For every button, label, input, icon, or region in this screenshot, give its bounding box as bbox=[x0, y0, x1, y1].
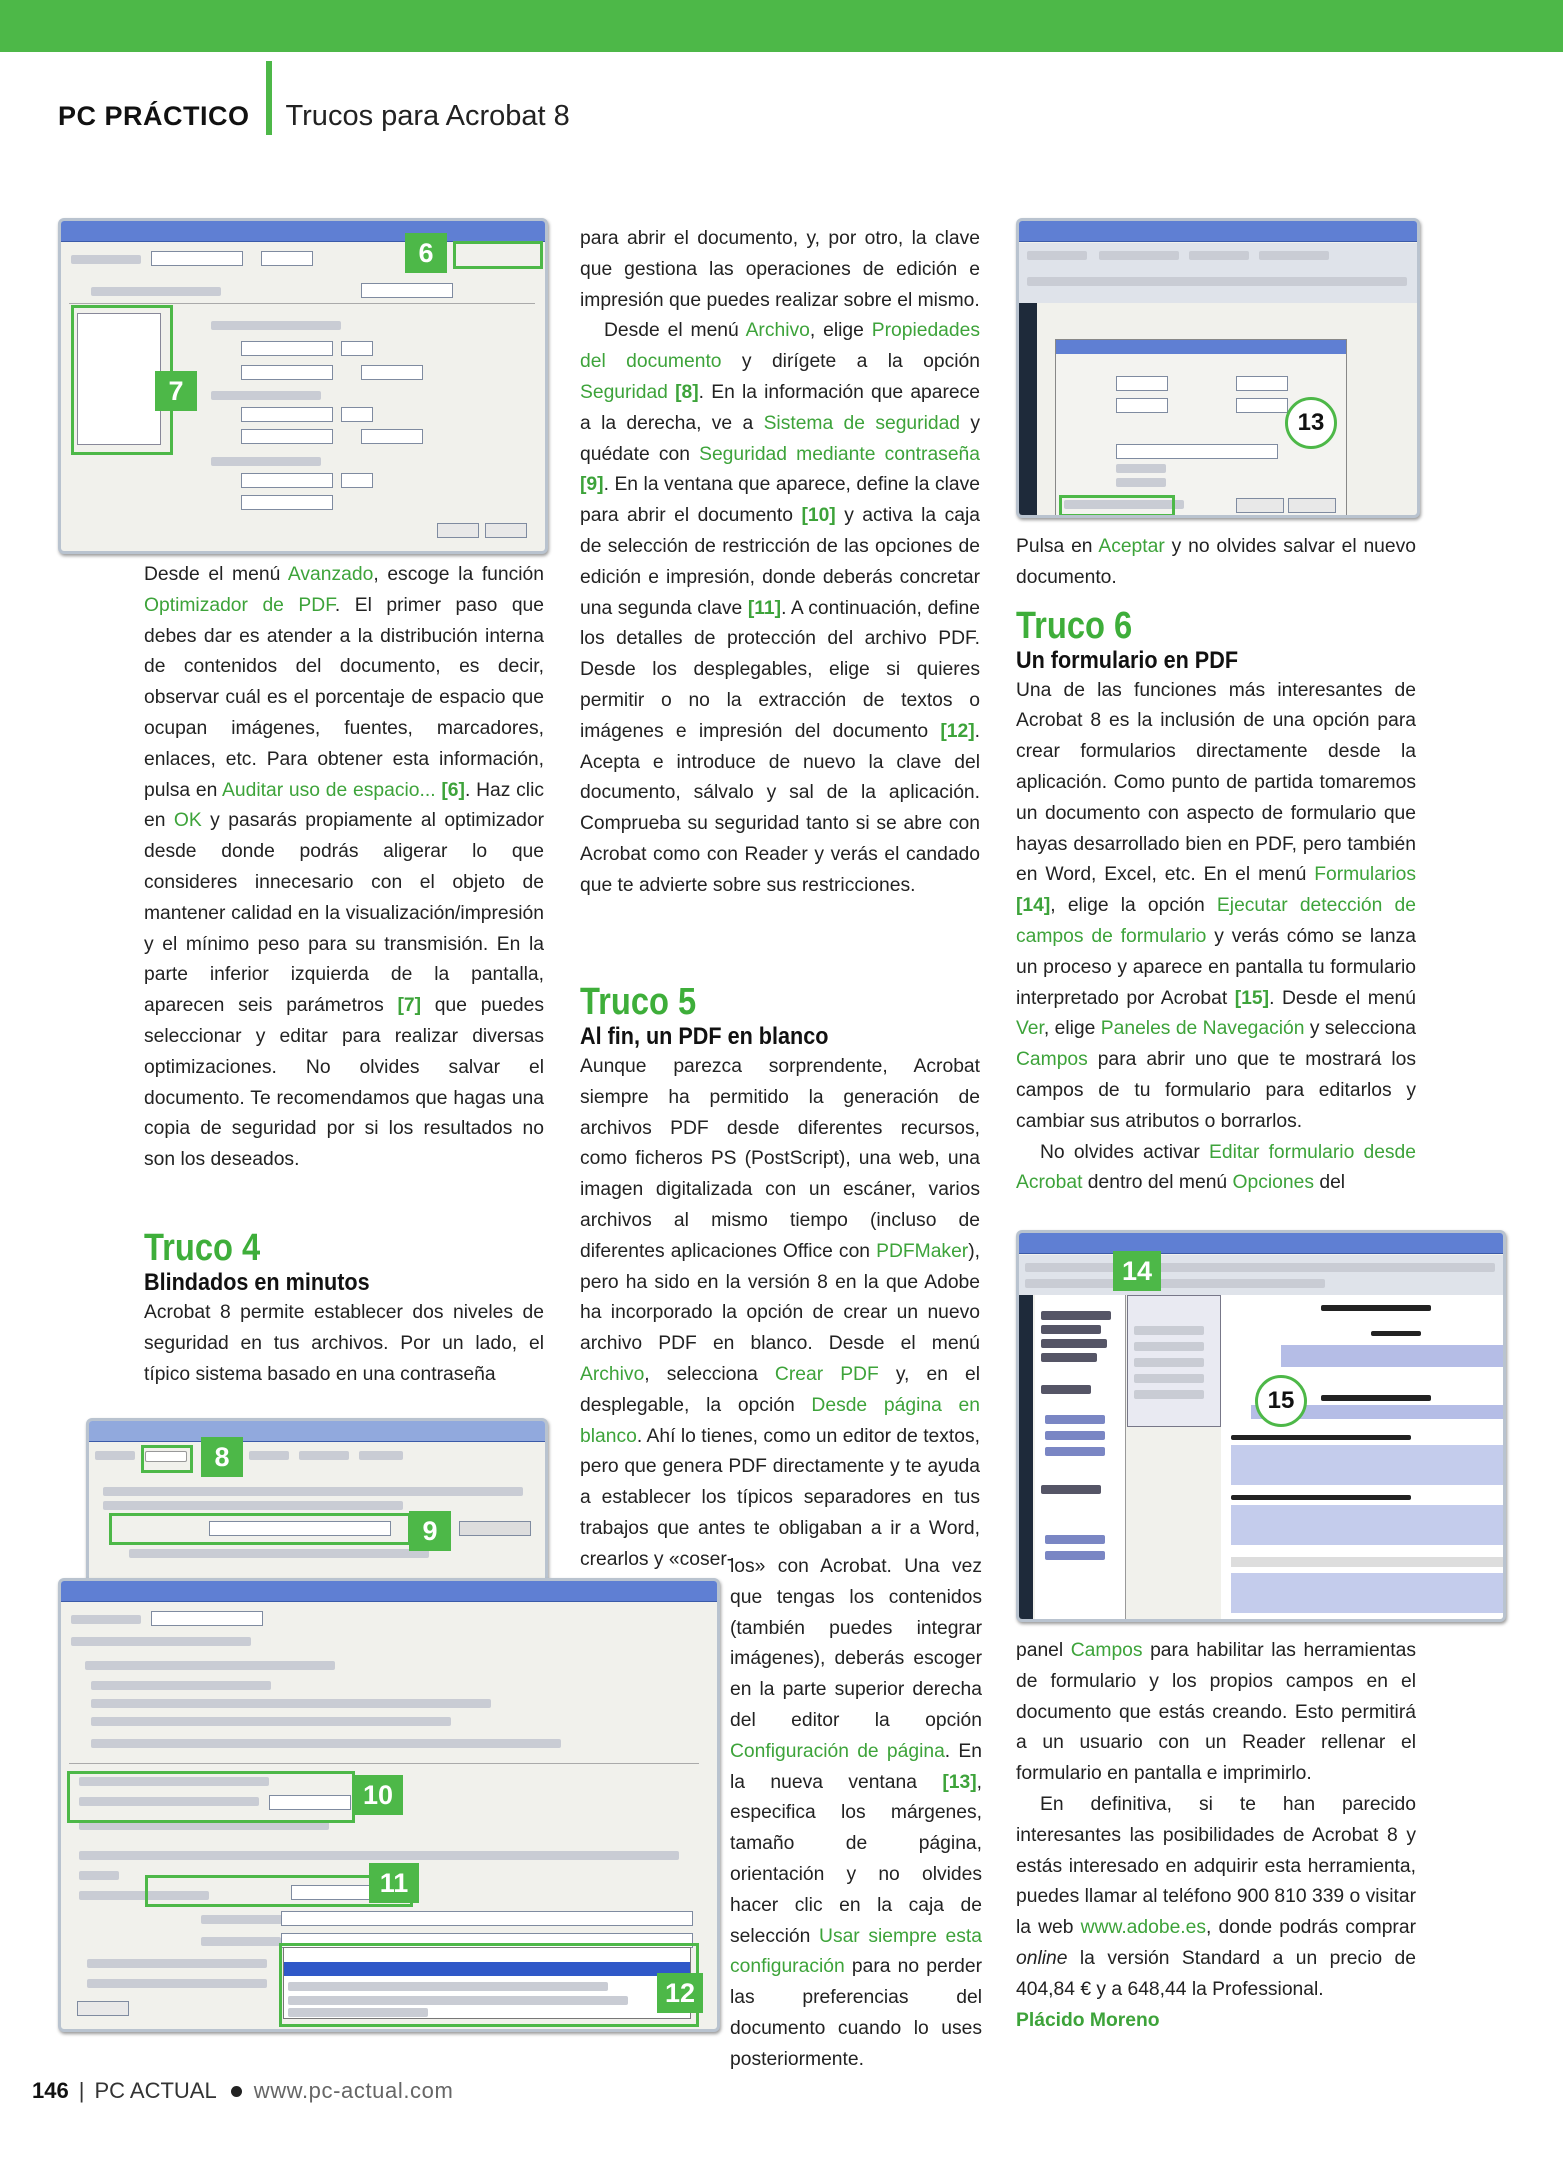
callout-14: 14 bbox=[1113, 1251, 1161, 1291]
highlight-audit-button bbox=[453, 241, 543, 269]
window-titlebar bbox=[89, 1421, 545, 1442]
callout-6: 6 bbox=[405, 233, 447, 273]
bullet-icon bbox=[231, 2086, 242, 2097]
magazine-name: PC ACTUAL bbox=[94, 2078, 217, 2103]
callout-10: 10 bbox=[353, 1775, 403, 1815]
truco-5-heading: Truco 5 bbox=[580, 981, 697, 1023]
highlight-always-use-config bbox=[1059, 495, 1175, 517]
window-titlebar bbox=[61, 221, 545, 242]
callout-8: 8 bbox=[201, 1437, 243, 1477]
screenshot-password-security bbox=[58, 1578, 720, 2032]
highlight-open-password bbox=[67, 1771, 355, 1823]
callout-13: 13 bbox=[1285, 397, 1337, 449]
callout-12: 12 bbox=[657, 1973, 703, 2013]
callout-11: 11 bbox=[369, 1863, 419, 1903]
column-1 bbox=[144, 560, 544, 1176]
column-2-truco5 bbox=[580, 982, 980, 1576]
column-2-continued bbox=[730, 1552, 982, 2076]
author-name: Plácido Moreno bbox=[1016, 2009, 1160, 2031]
col3-paragraph-1: Pulsa en Aceptar y no olvides salvar el nuevo documento. bbox=[1016, 536, 1416, 588]
truco-6-heading: Truco 6 bbox=[1016, 604, 1133, 647]
col3-paragraph-5: En definitiva, si te han parecido interesantes las posibilidades de Acrobat 8 y estás interesado en adquirir esta herramienta, puedes llamar al teléfono 900 810 339 o visitar la web www.adobe.es, donde podrás comprar online la versión Standard a un precio de 404,84 € y a 648,44 la Professional. bbox=[1016, 1793, 1416, 2000]
callout-7: 7 bbox=[155, 371, 197, 411]
page-footer bbox=[32, 2078, 453, 2104]
page-header bbox=[58, 96, 570, 136]
truco-4-heading: Truco 4 bbox=[144, 1227, 261, 1269]
window-titlebar bbox=[1019, 1233, 1503, 1254]
col2-paragraph-3: Aunque parezca sorprendente, Acrobat siempre ha permitido la generación de archivos PDF desde diferentes recursos, como ficheros PS (PostScript), una web, una imagen digitalizada con un escáner, varios archivos al mismo tiempo (incluso de diferentes aplicaciones Office con PDFMaker), pero ha sido en la versión 8 en la que Adobe ha incorporado la opción de crear un nuevo archivo PDF en blanco. Desde el menú Archivo, selecciona Crear PDF y, en el desplegable, la opción Desde página en blanco. Ahí lo tienes, como un editor de textos, pero que genera PDF directamente y te ayuda a establecer los típicos separadores en tus trabajos que antes te obligaban a ir a Word, crearlos y «coser- bbox=[580, 1056, 980, 1570]
header-divider bbox=[266, 61, 272, 135]
screenshot-page-setup bbox=[1016, 218, 1420, 518]
column-3-continued bbox=[1016, 1636, 1416, 2036]
truco-5-subheading: Al fin, un PDF en blanco bbox=[580, 1023, 829, 1050]
screenshot-optimizer bbox=[58, 218, 548, 554]
column-2 bbox=[580, 224, 980, 902]
column-3 bbox=[1016, 532, 1416, 1199]
col3-paragraph-2: Una de las funciones más interesantes de Acrobat 8 es la inclusión de una opción para crear formularios directamente desde la aplicación. Como punto de partida tomaremos un documento con aspecto de formulario que hayas desarrollado bien en PDF, pero también en Word, Excel, etc. En el menú Formularios [14], elige la opción Ejecutar detección de campos de formulario y verás cómo se lanza un proceso y aparece en pantalla tu formulario interpretado por Acrobat [15]. Desde el menú Ver, elige Paneles de Navegación y selecciona Campos para abrir uno que te mostrará los campos de tu formulario para editarlos y cambiar sus atributos o borrarlos. bbox=[1016, 679, 1417, 1132]
page-title: Trucos para Acrobat 8 bbox=[285, 99, 570, 132]
window-titlebar bbox=[1019, 221, 1417, 242]
top-green-bar bbox=[0, 0, 1563, 52]
page-number: 146 bbox=[32, 2078, 69, 2103]
callout-15: 15 bbox=[1255, 1375, 1307, 1427]
screenshot-forms bbox=[1016, 1230, 1506, 1622]
col3-paragraph-4: panel Campos para habilitar las herramientas de formulario y los propios campos en el documento que estás creando. Esto permitirá a un usuario con un Reader rellenar el formulario en pantalla e imprimirlo. bbox=[1016, 1640, 1416, 1785]
highlight-security-tab bbox=[141, 1445, 193, 1473]
callout-9: 9 bbox=[409, 1511, 451, 1551]
footer-separator: | bbox=[78, 2078, 85, 2103]
col2-paragraph-2: Desde el menú Archivo, elige Propiedades del documento y dirígete a la opción Seguridad [8]. En la información que aparece a la derecha, ve a Sistema de seguridad y quédate con Seguridad mediante contraseña [9]. En la ventana que aparece, define la clave para abrir el documento [10] y activa la caja de selección de restricción de las opciones de edición e impresión, donde deberás concretar una segunda clave [11]. A continuación, define los detalles de protección del archivo PDF. Desde los desplegables, elige si quieres permitir o no la extracción de textos o imágenes e impresión del documento [12]. Acepta e introduce de nuevo la clave del documento, sálvalo y sal de la aplicación. Comprueba su seguridad tanto si se abre con Acrobat como con Reader y verás el candado que te advierte sobre sus restricciones. bbox=[580, 320, 981, 896]
col3-paragraph-3: No olvides activar Editar formulario desde Acrobat dentro del menú Opciones del bbox=[1016, 1141, 1417, 1194]
truco-4-subheading: Blindados en minutos bbox=[144, 1269, 370, 1296]
section-label: PC PRÁCTICO bbox=[58, 100, 250, 131]
column-1-truco4 bbox=[144, 1228, 544, 1390]
screenshot-document-properties bbox=[86, 1418, 548, 1596]
highlight-security-system bbox=[109, 1513, 411, 1545]
magazine-website[interactable]: www.pc-actual.com bbox=[253, 2078, 454, 2103]
col2-paragraph-1: para abrir el documento, y, por otro, la clave que gestiona las operaciones de edición e impresión que puedes realizar sobre el mismo. bbox=[580, 228, 980, 311]
highlight-print-options bbox=[279, 1943, 699, 2027]
window-titlebar bbox=[61, 1581, 717, 1602]
col2-paragraph-4: los» con Acrobat. Una vez que tengas los contenidos (también puedes integrar imágenes), deberás escoger en la parte superior derecha del editor la opción Configuración de página. En la nueva ventana [13], especifica los márgenes, tamaño de página, orientación y no olvides hacer clic en la caja de selección Usar siempre esta configuración para no perder las preferencias del documento cuando lo uses posteriormente. bbox=[730, 1556, 982, 2070]
col1-paragraph-2: Acrobat 8 permite establecer dos niveles de seguridad en tus archivos. Por un lado, el típico sistema basado en una contraseña bbox=[144, 1302, 544, 1385]
truco-6-subheading: Un formulario en PDF bbox=[1016, 646, 1239, 674]
col1-paragraph-1: Desde el menú Avanzado, escoge la función Optimizador de PDF. El primer paso que debes dar es atender a la distribución interna de contenidos del documento, es decir, observar cuál es el porcentaje de espacio que ocupan imágenes, fuentes, marcadores, enlaces, etc. Para obtener esta información, pulsa en Auditar uso de espacio... [6]. Haz clic en OK y pasarás propiamente al optimizador desde donde podrás aligerar lo que consideres innecesario con el objeto de mantener calidad en la visualización/impresión y el mínimo peso para su transmisión. En la parte inferior izquierda de la pantalla, aparecen seis parámetros [7] que puedes seleccionar y editar para realizar diversas optimizaciones. No olvides salvar el documento. Te recomendamos que hagas una copia de seguridad por si los resultados no son los deseados. bbox=[144, 564, 545, 1171]
